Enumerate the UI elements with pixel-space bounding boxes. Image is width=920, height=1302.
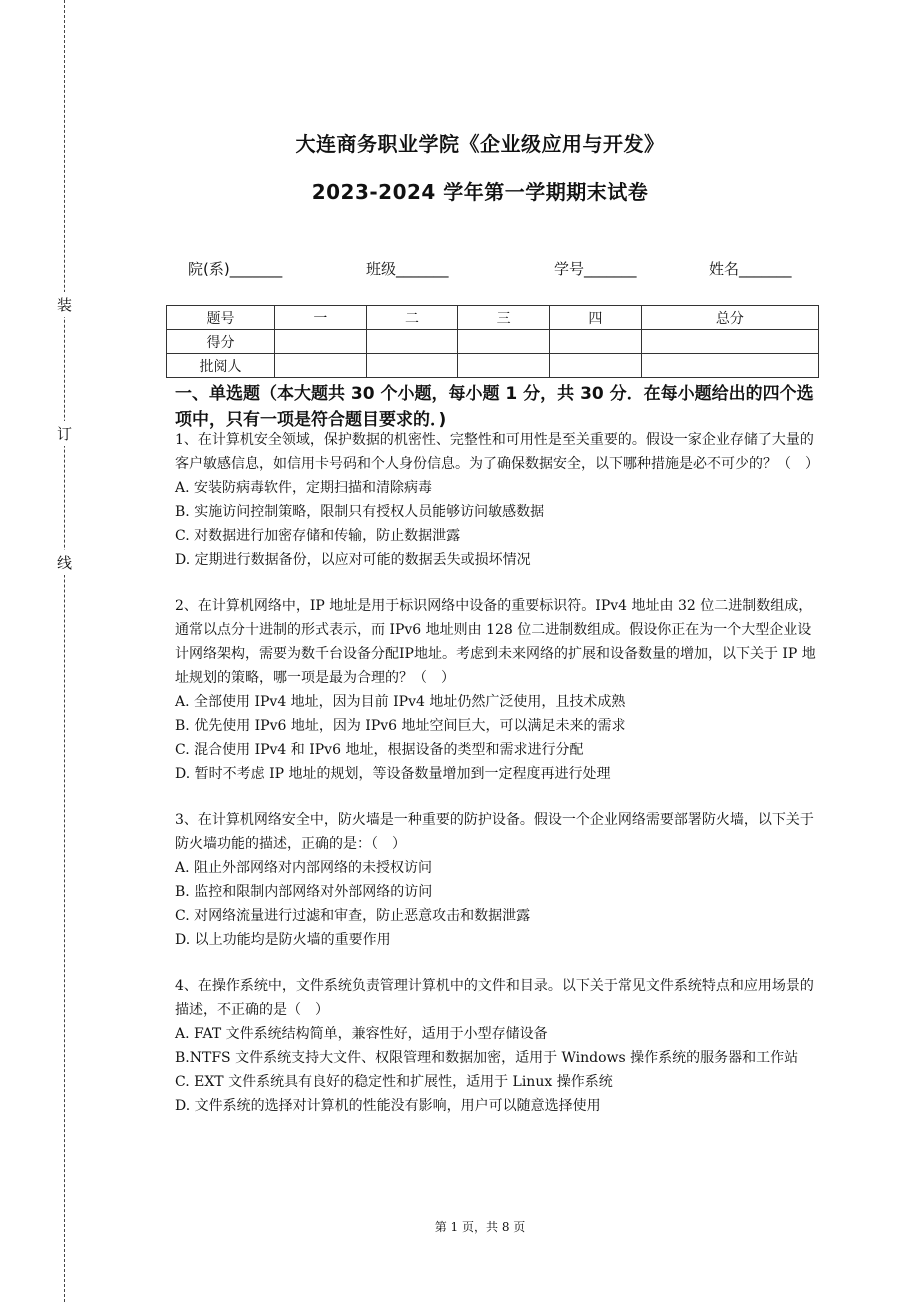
questions-list: [175, 428, 820, 1118]
question-4: [175, 974, 820, 1118]
score-cell: [275, 354, 367, 378]
score-table-header-cell: 一: [275, 306, 367, 330]
binding-char-xian: 线: [57, 550, 72, 575]
score-table-header-cell: 总分: [641, 306, 818, 330]
option-b: B. 优先使用 IPv6 地址，因为 IPv6 地址空间巨大，可以满足未来的需求: [175, 718, 626, 734]
section-1-heading: 一、单选题（本大题共 30 个小题，每小题 1 分，共 30 分．在每小题给出的四个选项中，只有一项是符合题目要求的．): [175, 384, 814, 430]
name-field: 姓名_______: [709, 260, 792, 278]
page-number: 第 1 页，共 8 页: [434, 1220, 526, 1234]
score-table-header-cell: 二: [366, 306, 458, 330]
score-table-header-cell: 题号: [167, 306, 275, 330]
score-cell: [641, 354, 818, 378]
option-a: A. 安装防病毒软件，定期扫描和清除病毒: [175, 480, 433, 496]
score-table-header-row: [167, 306, 819, 330]
binding-char-zhuang: 装: [57, 292, 72, 317]
score-row-label: 得分: [167, 330, 275, 354]
question-stem: 2、在计算机网络中，IP 地址是用于标识网络中设备的重要标识符。IPv4 地址由 32 位二进制数组成，通常以点分十进制的形式表示，而 IPv6 地址则由 128 位二进制数组成。假设你正在为一个大型企业设计网络架构，需要为数千台设备分配IP地址。考虑到未来网络的扩展和设备数量的增加，以下关于 IP 地址规划的策略，哪一项是最为合理的？（ ）: [175, 598, 816, 686]
score-table-header-cell: 四: [550, 306, 642, 330]
student-id-field: 学号_______: [554, 260, 637, 278]
option-a: A. FAT 文件系统结构简单，兼容性好，适用于小型存储设备: [175, 1026, 548, 1042]
score-row-label: 批阅人: [167, 354, 275, 378]
question-stem: 3、在计算机网络安全中，防火墙是一种重要的防护设备。假设一个企业网络需要部署防火墙，以下关于防火墙功能的描述，正确的是：（ ）: [175, 812, 814, 852]
binding-char-ding: 订: [57, 421, 72, 446]
score-cell: [366, 330, 458, 354]
score-cell: [550, 354, 642, 378]
question-2: [175, 594, 820, 786]
option-c: C. 混合使用 IPv4 和 IPv6 地址，根据设备的类型和需求进行分配: [175, 742, 584, 758]
option-b: B.NTFS 文件系统支持大文件、权限管理和数据加密，适用于 Windows 操作系统的服务器和工作站: [175, 1050, 799, 1066]
option-b: B. 监控和限制内部网络对外部网络的访问: [175, 884, 433, 900]
score-cell: [641, 330, 818, 354]
option-c: C. EXT 文件系统具有良好的稳定性和扩展性，适用于 Linux 操作系统: [175, 1074, 613, 1090]
option-c: C. 对网络流量进行过滤和审查，防止恶意攻击和数据泄露: [175, 908, 531, 924]
option-d: D. 文件系统的选择对计算机的性能没有影响，用户可以随意选择使用: [175, 1098, 601, 1114]
question-stem: 1、在计算机安全领域，保护数据的机密性、完整性和可用性是至关重要的。假设一家企业存储了大量的客户敏感信息，如信用卡号码和个人身份信息。为了确保数据安全，以下哪种措施是必不可少的？（ ）: [175, 432, 819, 472]
option-d: D. 以上功能均是防火墙的重要作用: [175, 932, 391, 948]
question-3: [175, 808, 820, 952]
score-table-header-cell: 三: [458, 306, 550, 330]
exam-title-line1: 大连商务职业学院《企业级应用与开发》: [295, 132, 665, 156]
score-table-row: [167, 330, 819, 354]
option-a: A. 阻止外部网络对内部网络的未授权访问: [175, 860, 433, 876]
option-d: D. 定期进行数据备份，以应对可能的数据丢失或损坏情况: [175, 552, 531, 568]
score-cell: [275, 330, 367, 354]
option-c: C. 对数据进行加密存储和传输，防止数据泄露: [175, 528, 461, 544]
score-table: [166, 305, 819, 378]
score-cell: [550, 330, 642, 354]
department-field: 院(系)_______: [188, 260, 283, 278]
option-b: B. 实施访问控制策略，限制只有授权人员能够访问敏感数据: [175, 504, 545, 520]
option-d: D. 暂时不考虑 IP 地址的规划，等设备数量增加到一定程度再进行处理: [175, 766, 611, 782]
score-cell: [458, 354, 550, 378]
score-cell: [366, 354, 458, 378]
score-cell: [458, 330, 550, 354]
option-a: A. 全部使用 IPv4 地址，因为目前 IPv4 地址仍然广泛使用，且技术成熟: [175, 694, 626, 710]
exam-title-line2: 2023-2024 学年第一学期期末试卷: [311, 180, 649, 204]
class-field: 班级_______: [366, 260, 449, 278]
question-1: [175, 428, 820, 572]
score-table-row: [167, 354, 819, 378]
question-stem: 4、在操作系统中，文件系统负责管理计算机中的文件和目录。以下关于常见文件系统特点和应用场景的描述，不正确的是（ ）: [175, 978, 814, 1018]
